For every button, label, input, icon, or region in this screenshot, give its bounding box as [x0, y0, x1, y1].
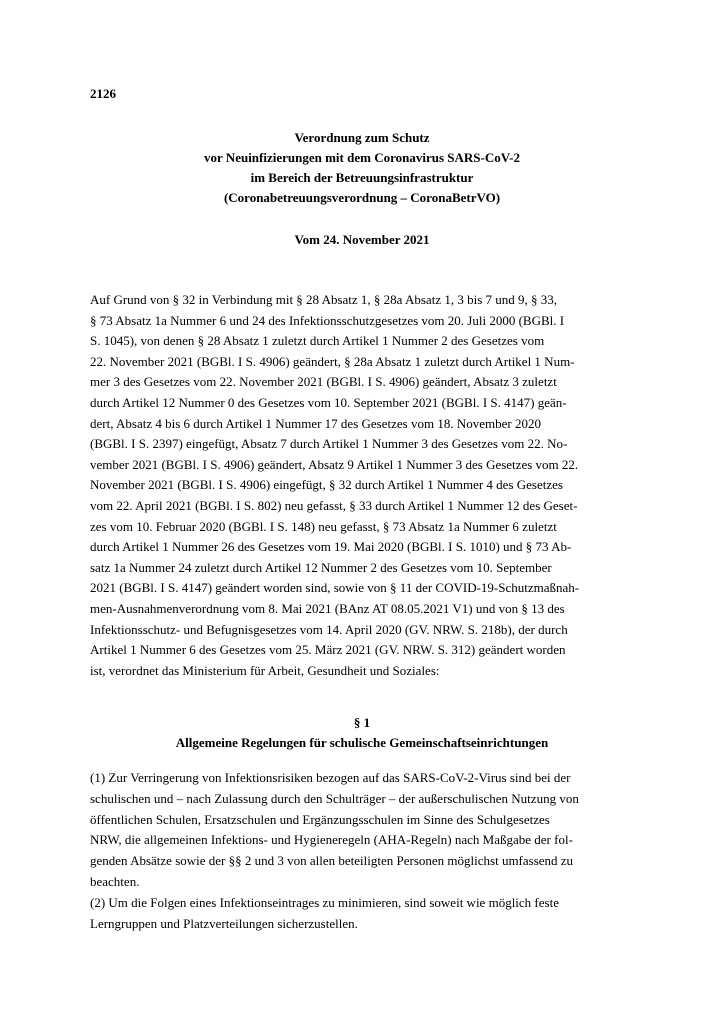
- preamble-line: mer 3 des Gesetzes vom 22. November 2021 (BGBl. I S. 4906) geändert, Absatz 3 zuletzt: [90, 374, 557, 390]
- preamble-line: vom 22. April 2021 (BGBl. I S. 802) neu gefasst, § 33 durch Artikel 1 Nummer 12 des Geset-: [90, 497, 578, 513]
- preamble-line: men-Ausnahmenverordnung vom 8. Mai 2021 (BAnz AT 08.05.2021 V1) und von § 13 des: [90, 600, 565, 616]
- section-number: § 1: [353, 715, 371, 730]
- section-body: [90, 768, 638, 934]
- preamble-line: zes vom 10. Februar 2020 (BGBl. I S. 148) neu gefasst, § 73 Absatz 1a Nummer 6 zuletzt: [90, 518, 557, 534]
- preamble-line: dert, Absatz 4 bis 6 durch Artikel 1 Nummer 17 des Gesetzes vom 18. November 2020: [90, 415, 541, 431]
- page-number: 2126: [90, 86, 116, 101]
- body-line: schulischen und – nach Zulassung durch den Schulträger – der außerschulischen Nutzung von: [90, 790, 579, 806]
- preamble-line: S. 1045), von denen § 28 Absatz 1 zuletzt durch Artikel 1 Nummer 2 des Gesetzes vom: [90, 333, 545, 349]
- preamble-line: durch Artikel 1 Nummer 26 des Gesetzes vom 19. Mai 2020 (BGBl. I S. 1010) und § 73 Ab-: [90, 539, 572, 555]
- body-line: genden Absätze sowie der §§ 2 und 3 von allen beteiligten Personen möglichst umfassend zu: [90, 853, 574, 869]
- body-line: Lerngruppen und Platzverteilungen sicherzustellen.: [90, 915, 358, 931]
- preamble-line: satz 1a Nummer 24 zuletzt durch Artikel 12 Nummer 2 des Gesetzes vom 10. September: [90, 559, 552, 575]
- preamble-line: Infektionsschutz- und Befugnisgesetzes vom 14. April 2020 (GV. NRW. S. 218b), der durch: [90, 621, 568, 637]
- section-title: Allgemeine Regelungen für schulische Gemeinschaftseinrichtungen: [175, 735, 549, 750]
- preamble-line: November 2021 (BGBl. I S. 4906) eingefügt, § 32 durch Artikel 1 Nummer 4 des Gesetzes: [90, 477, 563, 493]
- title-line: Verordnung zum Schutz: [294, 130, 430, 145]
- preamble-line: 22. November 2021 (BGBl. I S. 4906) geändert, § 28a Absatz 1 zuletzt durch Artikel 1 Num-: [90, 353, 575, 369]
- ordinance-title: [0, 128, 724, 208]
- body-line: öffentlichen Schulen, Ersatzschulen und Ergänzungsschulen im Sinne des Schulgesetzes: [90, 811, 550, 827]
- preamble-line: ist, verordnet das Ministerium für Arbeit, Gesundheit und Soziales:: [90, 662, 440, 678]
- ordinance-date: Vom 24. November 2021: [294, 232, 430, 247]
- preamble: [90, 290, 638, 681]
- body-line: (2) Um die Folgen eines Infektionseintrages zu minimieren, sind soweit wie möglich feste: [90, 894, 559, 910]
- preamble-line: § 73 Absatz 1a Nummer 6 und 24 des Infektionsschutzgesetzes vom 20. Juli 2000 (BGBl. I: [90, 312, 565, 328]
- body-line: (1) Zur Verringerung von Infektionsrisiken bezogen auf das SARS-CoV-2-Virus sind bei der: [90, 770, 571, 785]
- title-line: im Bereich der Betreuungsinfrastruktur: [250, 170, 474, 185]
- preamble-line: (BGBl. I S. 2397) eingefügt, Absatz 7 durch Artikel 1 Nummer 3 des Gesetzes vom 22. No-: [90, 436, 568, 452]
- body-line: beachten.: [90, 873, 140, 889]
- preamble-line: durch Artikel 12 Nummer 0 des Gesetzes vom 10. September 2021 (BGBl. I S. 4147) geän-: [90, 394, 567, 410]
- body-line: NRW, die allgemeinen Infektions- und Hygieneregeln (AHA-Regeln) nach Maßgabe der fol-: [90, 832, 573, 848]
- preamble-line: Artikel 1 Nummer 6 des Gesetzes vom 25. März 2021 (GV. NRW. S. 312) geändert worden: [90, 642, 566, 658]
- preamble-line: 2021 (BGBl. I S. 4147) geändert worden sind, sowie von § 11 der COVID-19-Schutzmaßnah-: [90, 580, 580, 596]
- title-line: (Coronabetreuungsverordnung – CoronaBetrVO): [223, 190, 501, 205]
- title-line: vor Neuinfizierungen mit dem Coronavirus SARS-CoV-2: [204, 150, 520, 165]
- preamble-line: Auf Grund von § 32 in Verbindung mit § 28 Absatz 1, § 28a Absatz 1, 3 bis 7 und 9, § 33,: [90, 292, 558, 307]
- preamble-line: vember 2021 (BGBl. I S. 4906) geändert, Absatz 9 Artikel 1 Nummer 3 des Gesetzes vom 22.: [90, 456, 579, 472]
